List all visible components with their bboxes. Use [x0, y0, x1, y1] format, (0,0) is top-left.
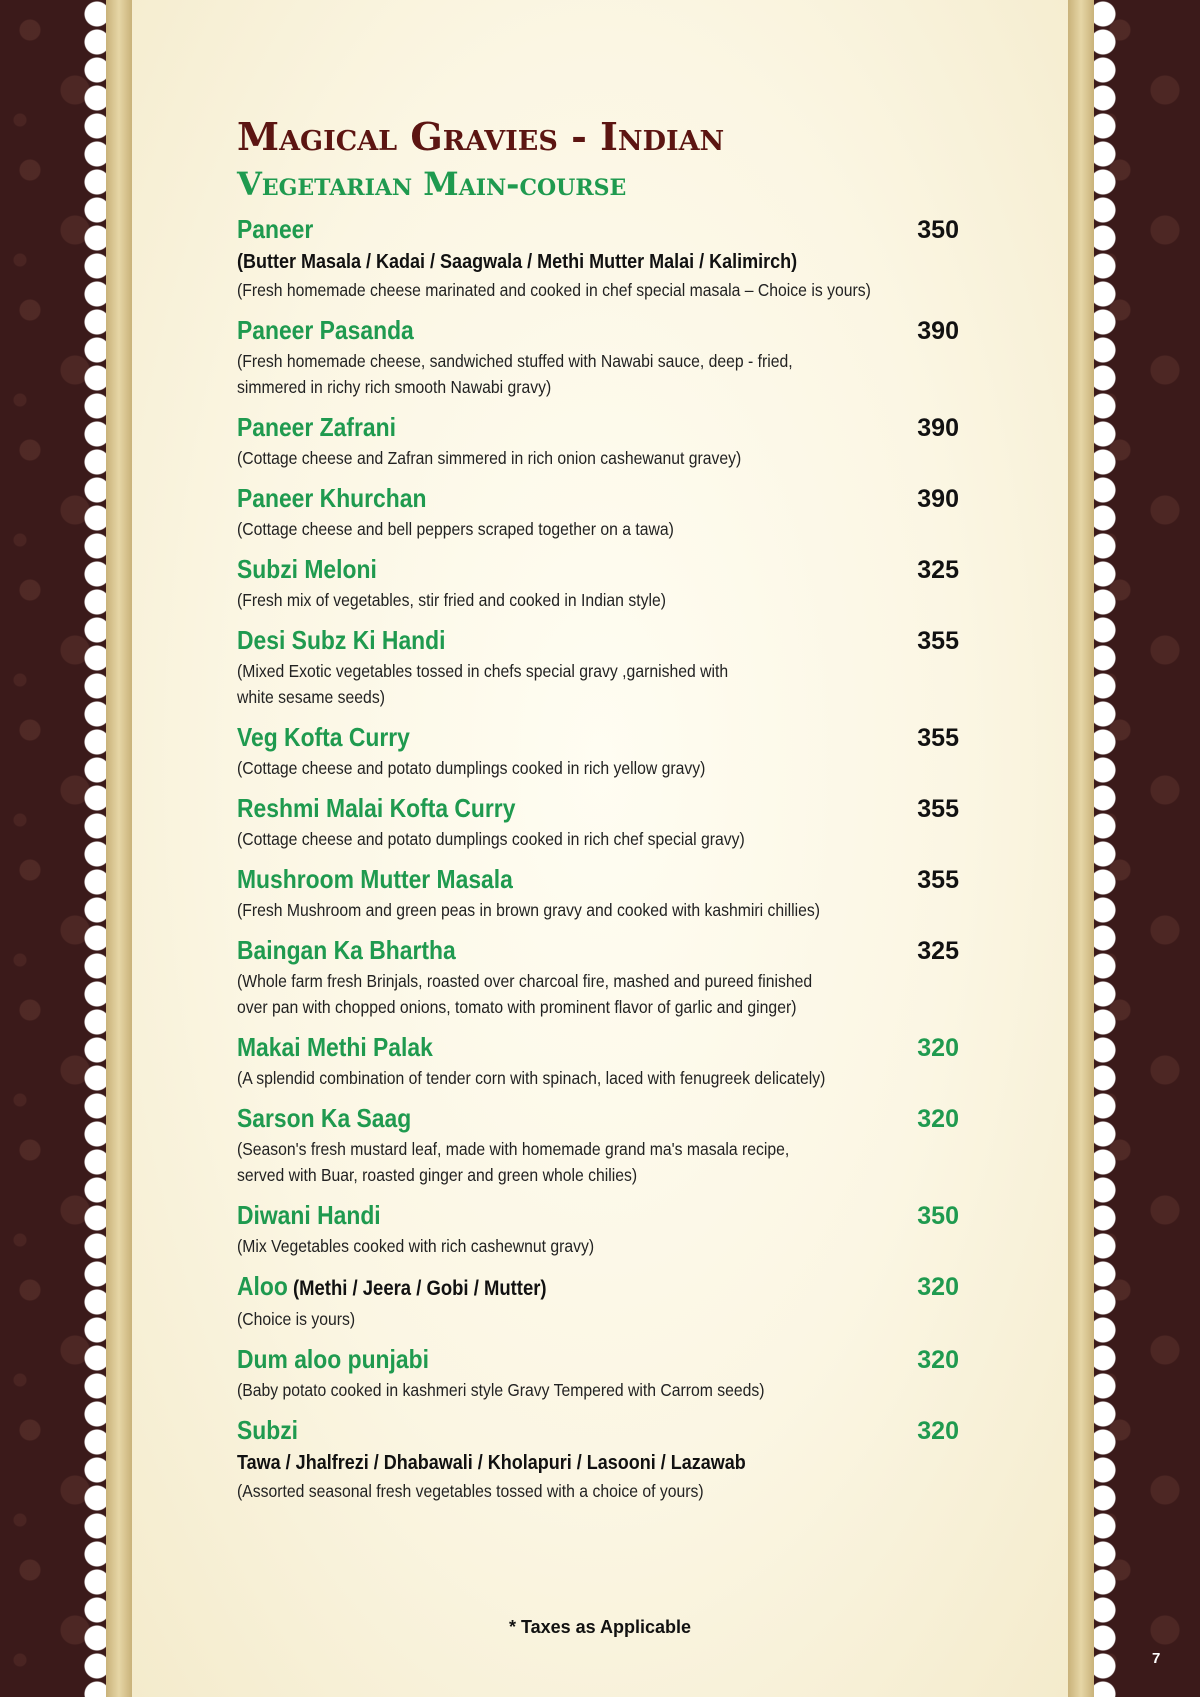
menu-item [237, 862, 960, 923]
item-description: (Cottage cheese and Zafran simmered in rich onion cashewanut gravey) [237, 448, 742, 468]
item-price: 390 [917, 317, 959, 345]
item-name-suffix: (Methi / Jeera / Gobi / Mutter) [287, 1277, 547, 1300]
menu-item [237, 1269, 960, 1332]
item-name: Dum aloo punjabi [237, 1344, 429, 1374]
item-options: (Butter Masala / Kadai / Saagwala / Methi Mutter Malai / Kalimirch) [237, 251, 798, 273]
menu-item [237, 212, 960, 303]
menu-item [237, 720, 960, 781]
item-price: 320 [917, 1105, 959, 1133]
item-price: 320 [917, 1346, 959, 1374]
item-name: Paneer Pasanda [237, 315, 414, 345]
item-price: 320 [917, 1034, 959, 1062]
item-name: Sarson Ka Saag [237, 1103, 412, 1133]
item-name: Paneer [237, 214, 314, 244]
menu-item [237, 1342, 960, 1403]
page-number: 7 [1152, 1650, 1161, 1667]
item-description: (Fresh homemade cheese, sandwiched stuffed with Nawabi sauce, deep - fried, simmered in richy rich smooth Nawabi gravy) [237, 351, 793, 397]
menu-subtitle: Vegetarian Main-course [237, 165, 627, 203]
menu-item [237, 623, 960, 710]
item-name: Reshmi Malai Kofta Curry [237, 793, 516, 823]
item-description: (Mixed Exotic vegetables tossed in chefs special gravy ,garnished with white sesame seeds) [237, 661, 729, 707]
item-description: (Cottage cheese and bell peppers scraped together on a tawa) [237, 519, 674, 539]
menu-item [237, 1101, 960, 1188]
item-name: Paneer Zafrani [237, 412, 396, 442]
item-price: 355 [917, 724, 959, 752]
menu-item [237, 1030, 960, 1091]
item-name: Subzi Meloni [237, 554, 377, 584]
menu-item [237, 1198, 960, 1259]
item-name: Makai Methi Palak [237, 1032, 433, 1062]
item-name [237, 1269, 547, 1306]
item-price: 355 [917, 627, 959, 655]
item-price: 355 [917, 795, 959, 823]
item-price: 355 [917, 866, 959, 894]
item-description: (Baby potato cooked in kashmeri style Gravy Tempered with Carrom seeds) [237, 1380, 765, 1400]
item-name: Desi Subz Ki Handi [237, 625, 446, 655]
menu-title: Magical Gravies - Indian [237, 114, 725, 159]
menu-content [237, 112, 960, 1514]
item-price: 320 [917, 1417, 959, 1445]
item-name: Baingan Ka Bhartha [237, 935, 456, 965]
item-price: 320 [917, 1273, 959, 1301]
item-options: Tawa / Jhalfrezi / Dhabawali / Kholapuri / Lasooni / Lazawab [237, 1452, 746, 1474]
item-description: (Whole farm fresh Brinjals, roasted over charcoal fire, mashed and pureed finished over pan with chopped onions, tomato with prominent flavor of garlic and ginger) [237, 971, 813, 1017]
item-name: Diwani Handi [237, 1200, 381, 1230]
left-gold-band [106, 0, 132, 1697]
menu-item [237, 1413, 960, 1504]
item-name: Veg Kofta Curry [237, 722, 410, 752]
item-description: (A splendid combination of tender corn with spinach, laced with fenugreek delicately) [237, 1068, 826, 1088]
item-price: 350 [917, 216, 959, 244]
tax-note: * Taxes as Applicable [508, 1617, 692, 1637]
menu-item [237, 313, 960, 400]
item-description: (Fresh Mushroom and green peas in brown gravy and cooked with kashmiri chillies) [237, 900, 821, 920]
menu-item [237, 481, 960, 542]
menu-item [237, 410, 960, 471]
menu-item [237, 933, 960, 1020]
item-name: Paneer Khurchan [237, 483, 427, 513]
item-price: 390 [917, 414, 959, 442]
menu-item [237, 791, 960, 852]
item-name: Mushroom Mutter Masala [237, 864, 513, 894]
item-name-main: Aloo [237, 1271, 288, 1301]
item-description: (Choice is yours) [237, 1309, 356, 1329]
item-description: (Mix Vegetables cooked with rich cashewnut gravy) [237, 1236, 595, 1256]
right-gold-band [1068, 0, 1094, 1697]
item-description: (Season's fresh mustard leaf, made with homemade grand ma's masala recipe, served with Buar, roasted ginger and green whole chilies) [237, 1139, 790, 1185]
item-price: 325 [917, 937, 959, 965]
item-name: Subzi [237, 1415, 299, 1445]
item-price: 350 [917, 1202, 959, 1230]
item-price: 390 [917, 485, 959, 513]
item-description: (Cottage cheese and potato dumplings cooked in rich yellow gravy) [237, 758, 706, 778]
item-description: (Fresh mix of vegetables, stir fried and cooked in Indian style) [237, 590, 666, 610]
item-description: (Cottage cheese and potato dumplings cooked in rich chef special gravy) [237, 829, 745, 849]
item-description: (Assorted seasonal fresh vegetables tossed with a choice of yours) [237, 1481, 704, 1501]
menu-item [237, 552, 960, 613]
item-description: (Fresh homemade cheese marinated and cooked in chef special masala – Choice is yours) [237, 280, 871, 300]
item-price: 325 [917, 556, 959, 584]
